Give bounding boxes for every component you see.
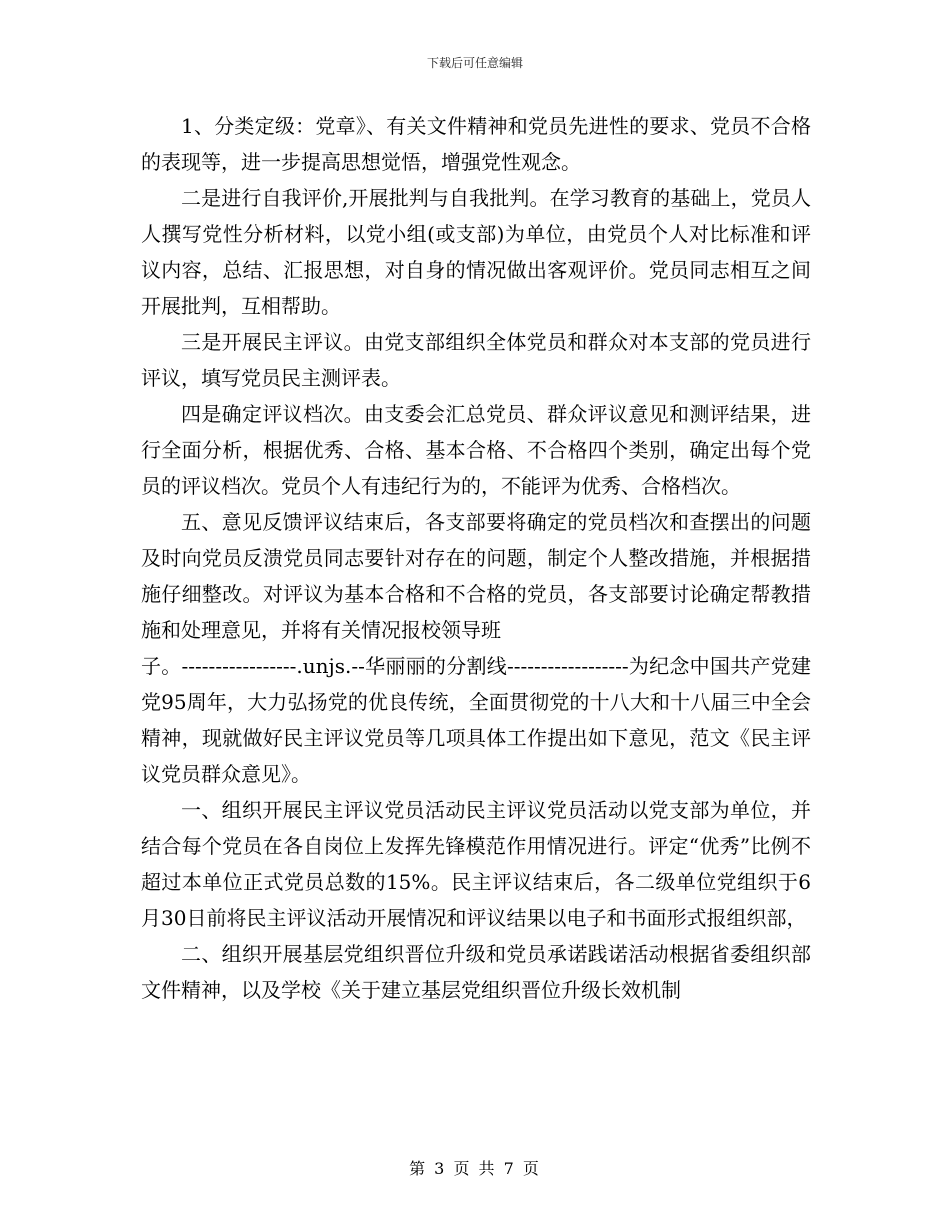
paragraph-1: 1、分类定级：党章》、有关文件精神和党员先进性的要求、党员不合格的表现等，进一步提高思想觉悟，增强党性观念。 (141, 114, 811, 174)
paragraph-5: 五、意见反馈评议结束后，各支部要将确定的党员档次和查摆出的问题及时向党员反溃党员同志要针对存在的问题，制定个人整改措施，并根据措施仔细整改。对评议为基本合格和不合格的党员，各支部要讨论确定帮教措施和处理意见，并将有关情况报校领导班 (141, 510, 811, 642)
page-header: 下载后可任意编辑 (426, 56, 523, 70)
document-body (141, 108, 811, 1008)
paragraph-3: 三是开展民主评议。由党支部组织全体党员和群众对本支部的党员进行评议，填写党员民主测评表。 (141, 330, 811, 390)
divider-paragraph: 子。-----------------.unjs.--华丽丽的分割线------------------为纪念中国共产党建党95周年，大力弘扬党的优良传统，全面贯彻党的十八大和十八届三中全会精神，现就做好民主评议党员等几项具体工作提出如下意见，范文《民主评议党员群众意见》。 (141, 654, 811, 786)
paragraph-7: 二、组织开展基层党组织晋位升级和党员承诺践诺活动根据省委组织部文件精神，以及学校《关于建立基层党组织晋位升级长效机制 (141, 942, 811, 1002)
page-footer: 第 3 页 共 7 页 (409, 1159, 541, 1178)
paragraph-2: 二是进行自我评价,开展批判与自我批判。在学习教育的基础上，党员人人撰写党性分析材料，以党小组(或支部)为单位，由党员个人对比标准和评议内容，总结、汇报思想，对自身的情况做出客观评价。党员同志相互之间开展批判，互相帮助。 (141, 186, 811, 318)
paragraph-6: 一、组织开展民主评议党员活动民主评议党员活动以党支部为单位，并结合每个党员在各自岗位上发挥先锋模范作用情况进行。评定“优秀”比例不超过本单位正式党员总数的15%。民主评议结束后，各二级单位党组织于6月30日前将民主评议活动开展情况和评议结果以电子和书面形式报组织部， (141, 798, 811, 930)
paragraph-4: 四是确定评议档次。由支委会汇总党员、群众评议意见和测评结果，进行全面分析，根据优秀、合格、基本合格、不合格四个类别，确定出每个党员的评议档次。党员个人有违纪行为的，不能评为优秀、合格档次。 (141, 402, 811, 498)
